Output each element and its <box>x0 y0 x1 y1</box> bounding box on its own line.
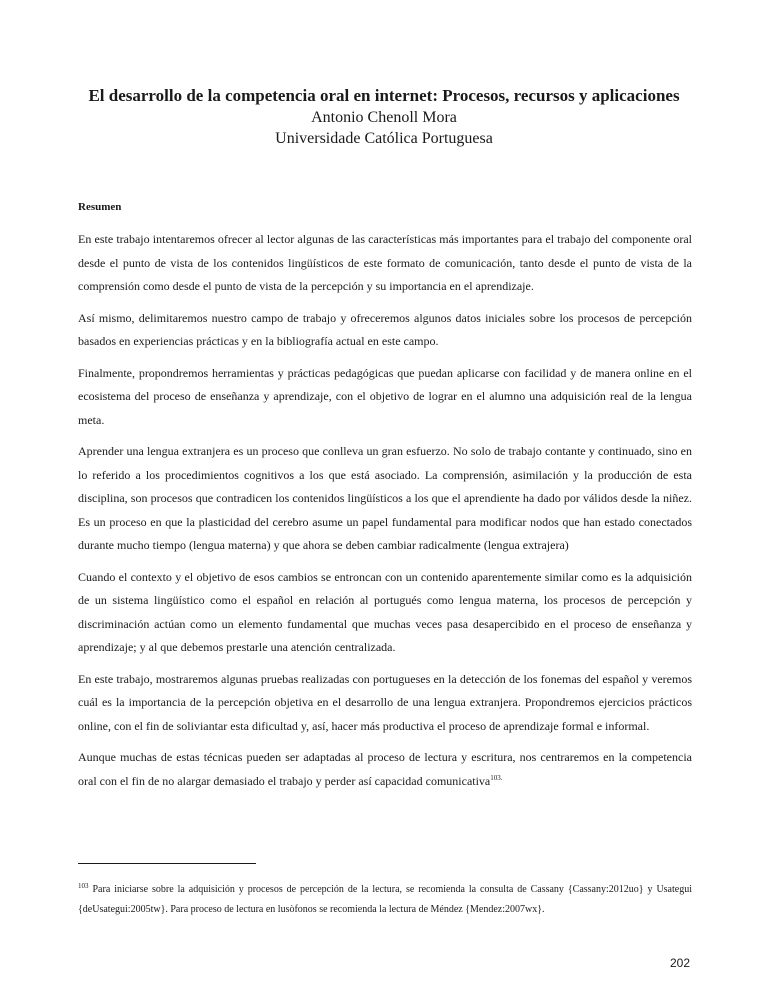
body-paragraph: Cuando el contexto y el objetivo de esos cambios se entroncan con un contenido aparentemente similar como es la adquisición de un sistema lingüístico como el español en relación al portugués como lengua materna, los procesos de percepción y discriminación actúan como un elemento fundamental que muchas veces pasa desapercibido en el proceso de enseñanza y aprendizaje; y al que debemos prestarle una atención centralizada. <box>78 569 692 654</box>
abstract-section <box>78 200 692 801</box>
abstract-paragraph: Así mismo, delimitaremos nuestro campo de trabajo y ofreceremos algunos datos iniciales sobre los procesos de percepción basados en experiencias prácticas y en la bibliografía actual en este campo. <box>78 310 692 348</box>
abstract-paragraph: Finalmente, propondremos herramientas y prácticas pedagógicas que puedan aplicarse con facilidad y de manera online en el ecosistema del proceso de enseñanza y aprendizaje, con el objetivo de lograr en el alumno una adquisición real de la lengua meta. <box>78 365 692 427</box>
abstract-heading: Resumen <box>78 201 122 213</box>
body-paragraph: En este trabajo, mostraremos algunas pruebas realizadas con portugueses en la detección de los fonemas del español y veremos cuál es la importancia de la percepción objetiva en el desarrollo de una lengua extranjera. Propondremos ejercicios prácticos online, con el fin de soliviantar esta dificultad y, así, hacer más productiva el proceso de aprendizaje formal e informal. <box>78 671 692 733</box>
body-paragraph-last <box>78 746 692 793</box>
abstract-paragraph: En este trabajo intentaremos ofrecer al lector algunas de las características más importantes para el trabajo del componente oral desde el punto de vista de los contenidos lingüísticos de este formato de comunicación, tanto desde el punto de vista de la comprensión como desde el punto de vista de la percepción y su importancia en el aprendizaje. <box>78 232 692 293</box>
page-number: 202 <box>669 956 690 970</box>
body-paragraph-text: Aunque muchas de estas técnicas pueden ser adaptadas al proceso de lectura y escritura, nos centraremos en la competencia oral con el fin de no alargar demasiado el trabajo y perder así capacidad comunicativa <box>78 750 692 788</box>
footnote-number: 103 <box>78 881 89 890</box>
footnote <box>78 880 692 920</box>
author-name: Antonio Chenoll Mora <box>311 109 457 126</box>
body-paragraph: Aprender una lengua extranjera es un proceso que conlleva un gran esfuerzo. No solo de trabajo contante y continuado, sino en lo referido a los procedimientos cognitivos a los que está asociado. La comprensión, asimilación y la producción de esta disciplina, son procesos que contradicen los contenidos lingüísticos a los que el aprendiente ha dado por válidos desde la niñez. Es un proceso en que la plasticidad del cerebro asume un papel fundamental para modificar nodos que han estado conectados durante mucho tiempo (lengua materna) y que ahora se deben cambiar radicalmente (lengua extrajera) <box>78 444 692 552</box>
footnote-text: Para iniciarse sobre la adquisición y procesos de percepción de la lectura, se recomienda la consulta de Cassany {Cassany:2012uo} y Usategui {deUsategui:2005tw}. Para proceso de lectura en lusòfonos se recomienda la lectura de Méndez {Mendez:2007wx}. <box>78 884 692 915</box>
paper-title: El desarrollo de la competencia oral en internet: Procesos, recursos y aplicaciones <box>88 86 680 105</box>
title-block <box>60 85 708 149</box>
footnote-reference[interactable]: 103. <box>490 773 503 782</box>
affiliation: Universidade Católica Portuguesa <box>275 130 493 147</box>
footnote-divider <box>78 863 256 864</box>
